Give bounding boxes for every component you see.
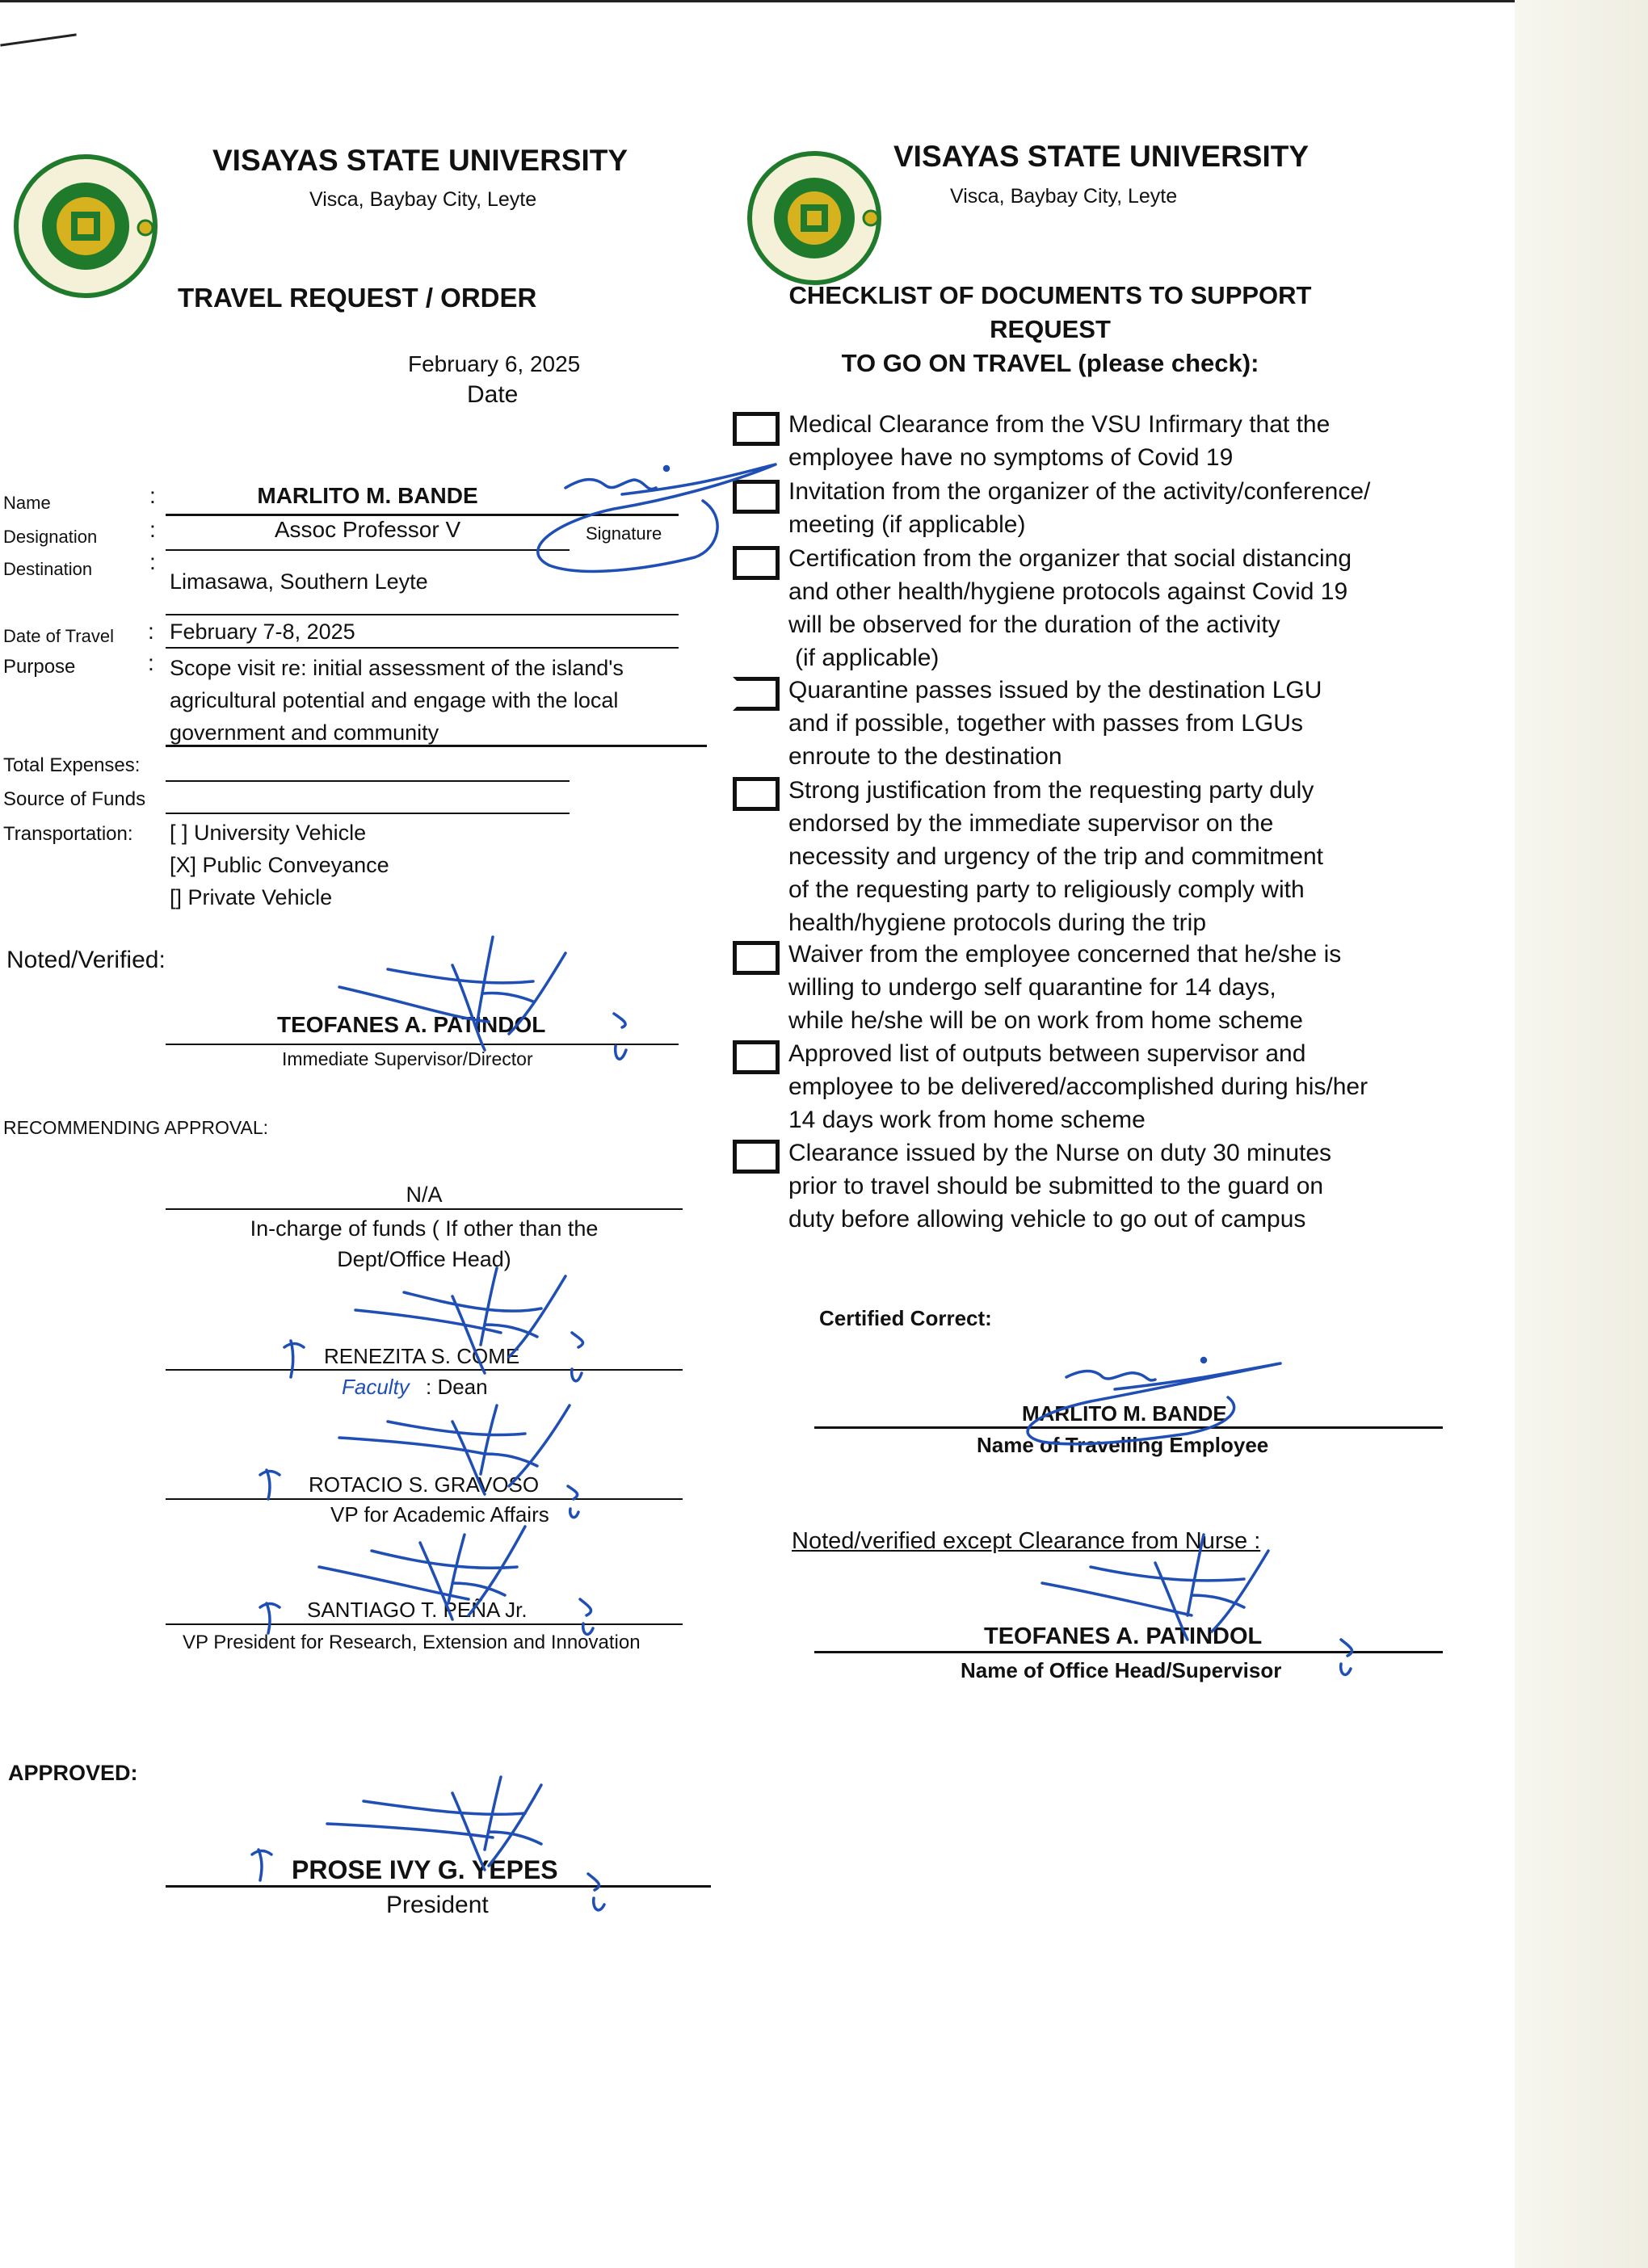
checklist-item-invitation — [788, 475, 1499, 541]
scan-mark — [0, 33, 76, 46]
signature-label: Signature — [586, 523, 662, 544]
colon: : — [148, 619, 154, 644]
designation-line — [166, 549, 570, 551]
checklist-title — [727, 279, 1373, 380]
university-address-right: Visca, Baybay City, Leyte — [950, 185, 1178, 208]
request-date-label: Date — [467, 381, 519, 408]
destination-value: Limasawa, Southern Leyte — [170, 569, 428, 594]
checklist-title-line-1: CHECKLIST OF DOCUMENTS TO SUPPORT REQUEST — [788, 281, 1312, 343]
date-of-travel-line — [166, 647, 679, 649]
purpose-line — [166, 745, 707, 747]
checklist-line: Clearance issued by the Nurse on duty 30 minutes — [788, 1140, 1332, 1166]
initials-come — [572, 1333, 583, 1381]
employee-title: Name of Travelling Employee — [977, 1433, 1269, 1457]
university-seal-left — [13, 153, 158, 299]
checklist-line: prior to travel should be submitted to the guard on — [788, 1173, 1324, 1199]
checklist-line: enroute to the destination — [788, 743, 1062, 770]
name-line — [166, 514, 679, 516]
colon: : — [148, 650, 154, 675]
date-of-travel-label: Date of Travel — [3, 626, 114, 646]
vpaa-line — [166, 1498, 683, 1500]
funds-title-line-2: Dept/Office Head) — [337, 1247, 511, 1271]
checklist-item-medical-clearance — [788, 408, 1499, 474]
office-head-line — [814, 1651, 1443, 1653]
checklist-line: endorsed by the immediate supervisor on the — [788, 810, 1274, 837]
checklist-item-waiver — [788, 938, 1499, 1037]
dean-line — [166, 1369, 683, 1371]
name-value: MARLITO M. BANDE — [257, 483, 478, 508]
checklist-item-certification — [788, 542, 1499, 674]
checklist-line: meeting (if applicable) — [788, 511, 1026, 538]
noted-verified-label: Noted/Verified: — [6, 947, 166, 973]
colon: : — [149, 483, 156, 508]
checklist-line: Strong justification from the requesting party duly — [788, 777, 1314, 804]
university-name-left: VISAYAS STATE UNIVERSITY — [212, 144, 629, 177]
travel-request-title: TRAVEL REQUEST / ORDER — [178, 283, 537, 313]
initial-pena — [260, 1603, 280, 1633]
employee-line — [814, 1426, 1443, 1429]
initial-come — [284, 1341, 304, 1377]
checklist-line: and other health/hygiene protocols against Covid 19 — [788, 578, 1348, 605]
noted-except-nurse-label: Noted/verified except Clearance from Nurse : — [792, 1528, 1261, 1554]
colon: : — [149, 517, 156, 542]
university-address-left: Visca, Baybay City, Leyte — [309, 188, 537, 211]
checklist-line: employee to be delivered/accomplished during his/her — [788, 1073, 1368, 1100]
initials-patindol-left — [614, 1014, 626, 1059]
initials-pena — [580, 1599, 593, 1634]
total-expenses-line — [166, 780, 570, 782]
checkbox-approved-outputs[interactable] — [733, 1040, 780, 1074]
funds-title — [166, 1213, 683, 1275]
checklist-line: Quarantine passes issued by the destination LGU — [788, 677, 1322, 704]
checklist-line: duty before allowing vehicle to go out of campus — [788, 1206, 1306, 1233]
checklist-line: employee have no symptoms of Covid 19 — [788, 444, 1234, 471]
checklist-item-quarantine-passes — [788, 674, 1499, 773]
checklist-line: Approved list of outputs between supervisor and — [788, 1040, 1306, 1067]
checklist-line: Invitation from the organizer of the activity/conference/ — [788, 478, 1371, 505]
supervisor-line — [166, 1044, 679, 1045]
checkbox-quarantine-passes[interactable] — [733, 677, 780, 711]
vpr-title: VP President for Research, Extension and Innovation — [183, 1632, 641, 1653]
checkbox-strong-justification[interactable] — [733, 777, 780, 811]
checklist-item-strong-justification — [788, 774, 1499, 939]
source-of-funds-line — [166, 813, 570, 814]
funds-title-line-1: In-charge of funds ( If other than the — [250, 1216, 599, 1241]
transport-university-vehicle: [ ] University Vehicle — [170, 821, 367, 845]
purpose-line-3: government and community — [170, 720, 439, 745]
purpose-line-2: agricultural potential and engage with the local — [170, 688, 619, 712]
president-line — [166, 1885, 711, 1888]
supervisor-title: Immediate Supervisor/Director — [282, 1048, 533, 1069]
checklist-line: Certification from the organizer that social distancing — [788, 545, 1352, 572]
initial-yepes — [252, 1850, 271, 1880]
checklist-line: necessity and urgency of the trip and commitment — [788, 843, 1323, 870]
funds-line — [166, 1208, 683, 1210]
purpose-line-1: Scope visit re: initial assessment of the island's — [170, 656, 624, 680]
president-name: PROSE IVY G. YEPES — [292, 1855, 558, 1884]
transportation-label: Transportation: — [3, 823, 133, 845]
checklist-line: health/hygiene protocols during the trip — [788, 909, 1207, 936]
checklist-line: 14 days work from home scheme — [788, 1107, 1146, 1133]
employee-name: MARLITO M. BANDE — [1022, 1401, 1227, 1426]
checklist-line: of the requesting party to religiously comply with — [788, 876, 1305, 903]
designation-value: Assoc Professor V — [274, 517, 461, 542]
vpr-line — [166, 1623, 683, 1625]
initials-patindol-right — [1341, 1640, 1352, 1674]
date-of-travel-value: February 7-8, 2025 — [170, 620, 355, 644]
initials-gravoso — [568, 1486, 578, 1518]
transportation-options — [170, 817, 389, 914]
certified-correct-label: Certified Correct: — [819, 1306, 992, 1330]
checklist-line: will be observed for the duration of the activity — [788, 611, 1280, 638]
checklist-item-approved-outputs — [788, 1037, 1499, 1136]
colon: : — [149, 549, 156, 574]
checkbox-certification[interactable] — [733, 546, 780, 580]
checklist-title-line-2: TO GO ON TRAVEL (please check): — [841, 349, 1259, 377]
destination-label: Destination — [3, 559, 93, 579]
vpaa-title: VP for Academic Affairs — [330, 1502, 549, 1527]
dean-name: RENEZITA S. COME — [324, 1344, 520, 1368]
funds-value: N/A — [406, 1182, 443, 1207]
vpaa-name: ROTACIO S. GRAVOSO — [309, 1472, 540, 1497]
transport-private-vehicle: [] Private Vehicle — [170, 885, 333, 909]
dean-handwritten-note: Faculty — [342, 1375, 410, 1399]
checklist-line: and if possible, together with passes from LGUs — [788, 710, 1303, 737]
vpr-name: SANTIAGO T. PEÑA Jr. — [307, 1598, 528, 1622]
university-name-right: VISAYAS STATE UNIVERSITY — [893, 140, 1310, 173]
initial-gravoso — [260, 1470, 280, 1499]
initials-yepes — [588, 1874, 604, 1910]
checklist-line: Medical Clearance from the VSU Infirmary that the — [788, 411, 1331, 438]
approved-label: APPROVED: — [8, 1761, 138, 1785]
destination-line — [166, 614, 679, 615]
university-seal-right — [742, 145, 887, 291]
total-expenses-label: Total Expenses: — [3, 754, 141, 776]
checklist-line: while he/she will be on work from home scheme — [788, 1007, 1303, 1034]
name-label: Name — [3, 493, 51, 513]
transport-public-conveyance: [X] Public Conveyance — [170, 853, 389, 877]
checkbox-nurse-clearance[interactable] — [733, 1140, 780, 1174]
checklist-line: (if applicable) — [795, 645, 940, 671]
president-title: President — [386, 1892, 489, 1918]
dean-title: : Dean — [426, 1375, 488, 1399]
purpose-label: Purpose — [3, 656, 76, 678]
checkbox-medical-clearance[interactable] — [733, 412, 780, 446]
office-head-title: Name of Office Head/Supervisor — [961, 1658, 1282, 1682]
scan-right-margin — [1515, 0, 1648, 2268]
checkbox-invitation[interactable] — [733, 480, 780, 514]
purpose-text — [170, 652, 624, 749]
source-of-funds-label: Source of Funds — [3, 788, 146, 810]
scan-top-edge — [0, 0, 1519, 2]
designation-label: Designation — [3, 527, 98, 547]
checklist-item-nurse-clearance — [788, 1136, 1499, 1236]
recommending-approval-label: RECOMMENDING APPROVAL: — [3, 1117, 269, 1138]
request-date: February 6, 2025 — [408, 351, 581, 376]
checkbox-waiver[interactable] — [733, 941, 780, 975]
checklist-line: Waiver from the employee concerned that he/she is — [788, 941, 1342, 968]
office-head-name: TEOFANES A. PATINDOL — [984, 1623, 1263, 1649]
checklist-line: willing to undergo self quarantine for 14 days, — [788, 974, 1276, 1001]
supervisor-name: TEOFANES A. PATINDOL — [277, 1012, 546, 1037]
